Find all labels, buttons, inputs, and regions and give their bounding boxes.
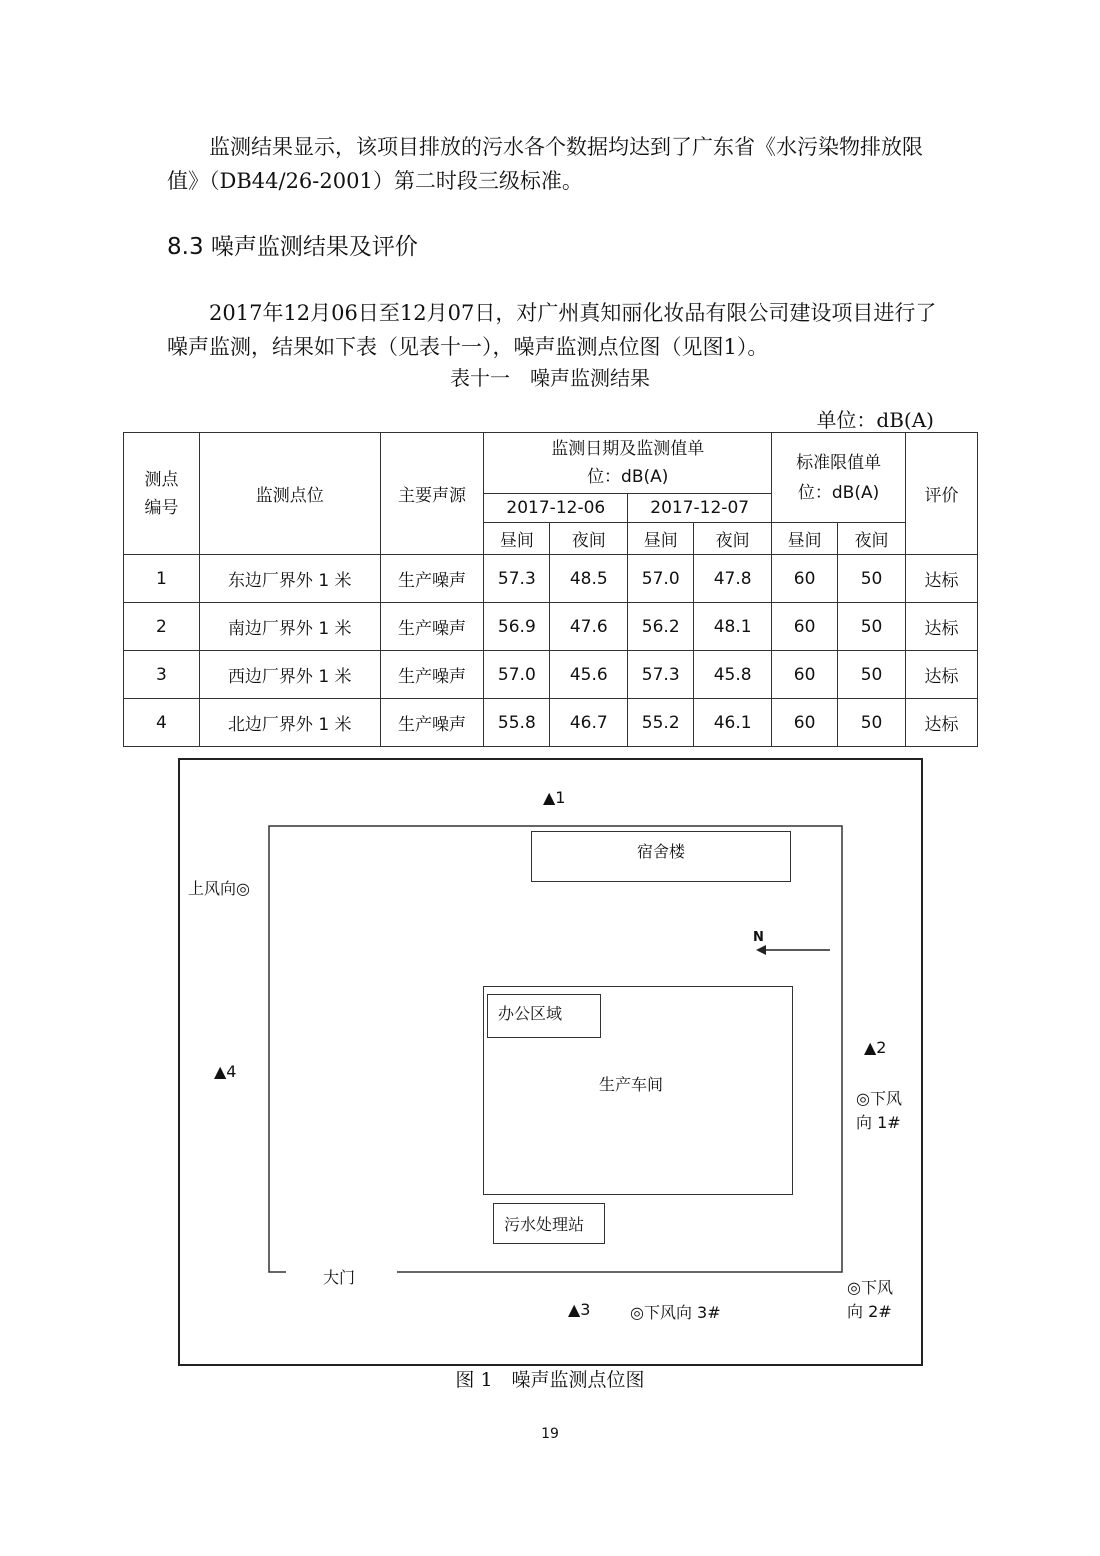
header-source: 主要声源 (380, 433, 484, 555)
noise-monitoring-site-map (178, 758, 923, 1366)
north-label: N (753, 930, 764, 945)
dormitory-building (531, 831, 791, 882)
office-label: 办公区域 (498, 1004, 563, 1023)
cell-limit: 60 (772, 555, 838, 603)
cell-source: 生产噪声 (380, 555, 484, 603)
table-caption: 表十一 噪声监测结果 (450, 366, 650, 390)
header-date-2: 2017-12-07 (628, 494, 772, 523)
paragraph-noise-intro: 2017年12月06日至12月07日，对广州真知丽化妆品有限公司建设项目进行了噪声监测，结果如下表（见表十一），噪声监测点位图（见图1）。 (167, 301, 937, 359)
downwind-point-3: ◎下风向 3# (630, 1303, 721, 1322)
header-limit-group: 标准限值单位：dB(A) (772, 433, 906, 523)
cell-no: 3 (124, 651, 200, 699)
cell-value: 56.2 (628, 603, 694, 651)
figure-caption: 图 1 噪声监测点位图 (455, 1369, 645, 1391)
cell-value: 55.2 (628, 699, 694, 747)
north-arrowhead-icon (756, 945, 766, 955)
header-day: 昼间 (628, 523, 694, 555)
table-row (124, 603, 978, 651)
header-evaluation: 评价 (906, 433, 978, 555)
dormitory-label: 宿舍楼 (636, 842, 685, 861)
header-monitoring-group: 监测日期及监测值单位：dB(A) (484, 433, 772, 494)
cell-limit: 50 (838, 555, 906, 603)
header-location: 监测点位 (199, 433, 380, 555)
header-night: 夜间 (550, 523, 628, 555)
header-night: 夜间 (838, 523, 906, 555)
header-night: 夜间 (694, 523, 772, 555)
office-area (487, 994, 601, 1038)
cell-limit: 60 (772, 651, 838, 699)
wastewater-station-label: 污水处理站 (504, 1215, 585, 1234)
monitoring-point-3: ▲3 (568, 1300, 591, 1319)
header-point-no: 测点编号 (124, 433, 200, 555)
header-date-1: 2017-12-06 (484, 494, 628, 523)
cell-source: 生产噪声 (380, 699, 484, 747)
downwind-point-2: ◎下风向 2# (847, 1278, 893, 1321)
table-row (124, 555, 978, 603)
monitoring-point-2: ▲2 (864, 1038, 887, 1057)
table-row (124, 699, 978, 747)
cell-result: 达标 (906, 651, 978, 699)
cell-location: 西边厂界外 1 米 (199, 651, 380, 699)
gate-label: 大门 (323, 1268, 356, 1287)
header-day: 昼间 (772, 523, 838, 555)
cell-source: 生产噪声 (380, 603, 484, 651)
monitoring-point-1: ▲1 (543, 788, 566, 807)
cell-no: 1 (124, 555, 200, 603)
workshop-label: 生产车间 (599, 1075, 664, 1094)
cell-value: 45.8 (694, 651, 772, 699)
cell-value: 48.1 (694, 603, 772, 651)
cell-limit: 50 (838, 603, 906, 651)
cell-value: 48.5 (550, 555, 628, 603)
cell-location: 北边厂界外 1 米 (199, 699, 380, 747)
cell-no: 2 (124, 603, 200, 651)
wastewater-station (493, 1203, 605, 1244)
cell-value: 57.0 (484, 651, 550, 699)
cell-result: 达标 (906, 555, 978, 603)
upwind-point: 上风向◎ (188, 879, 250, 898)
cell-value: 57.3 (484, 555, 550, 603)
cell-value: 57.3 (628, 651, 694, 699)
cell-result: 达标 (906, 603, 978, 651)
cell-limit: 60 (772, 603, 838, 651)
cell-value: 47.6 (550, 603, 628, 651)
monitoring-point-4: ▲4 (214, 1062, 237, 1081)
cell-location: 南边厂界外 1 米 (199, 603, 380, 651)
noise-results-table (123, 432, 978, 747)
downwind-point-1: ◎下风向 1# (856, 1089, 902, 1132)
unit-note: 单位：dB(A) (816, 408, 934, 432)
cell-source: 生产噪声 (380, 651, 484, 699)
cell-location: 东边厂界外 1 米 (199, 555, 380, 603)
cell-value: 47.8 (694, 555, 772, 603)
cell-result: 达标 (906, 699, 978, 747)
table-row (124, 651, 978, 699)
cell-no: 4 (124, 699, 200, 747)
cell-value: 57.0 (628, 555, 694, 603)
cell-limit: 60 (772, 699, 838, 747)
cell-limit: 50 (838, 651, 906, 699)
paragraph-wastewater-result: 监测结果显示，该项目排放的污水各个数据均达到了广东省《水污染物排放限值》（DB44/26-2001）第二时段三级标准。 (167, 135, 923, 193)
page-number: 19 (541, 1426, 559, 1442)
cell-value: 55.8 (484, 699, 550, 747)
cell-limit: 50 (838, 699, 906, 747)
cell-value: 46.7 (550, 699, 628, 747)
cell-value: 56.9 (484, 603, 550, 651)
section-heading: 8.3 噪声监测结果及评价 (167, 234, 418, 260)
cell-value: 45.6 (550, 651, 628, 699)
header-day: 昼间 (484, 523, 550, 555)
cell-value: 46.1 (694, 699, 772, 747)
